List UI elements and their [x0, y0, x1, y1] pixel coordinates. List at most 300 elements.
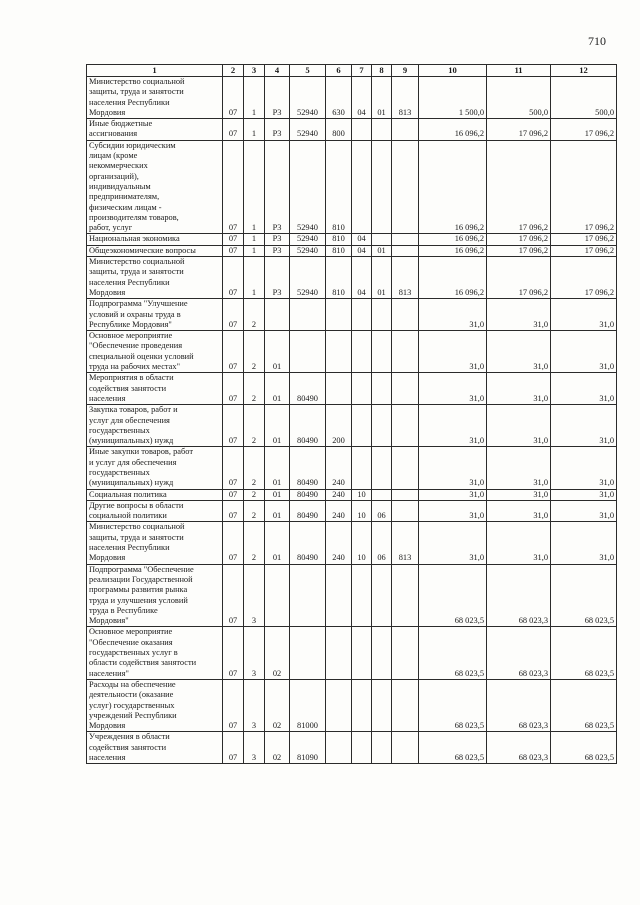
- row-name-cell: [87, 489, 223, 500]
- cell-c6: [326, 627, 352, 679]
- table-row: [87, 447, 617, 489]
- cell-c2: 07: [223, 564, 244, 627]
- row-name-line: организаций),: [89, 171, 139, 181]
- row-name-line: Министерство социальной: [89, 77, 185, 86]
- cell-c5: [290, 331, 326, 373]
- cell-c7: [352, 627, 372, 679]
- cell-c4: [265, 564, 290, 627]
- row-name-line: Подпрограмма "Улучшение: [89, 299, 188, 309]
- table-row: [87, 405, 617, 447]
- row-name-line: физическим лицам -: [89, 202, 162, 212]
- row-name-line: населения Республики: [89, 277, 170, 287]
- cell-c12: 500,0: [551, 77, 617, 119]
- cell-c9: [392, 500, 419, 522]
- table-row: [87, 489, 617, 500]
- cell-c2: 07: [223, 732, 244, 764]
- cell-c3: 1: [244, 257, 265, 299]
- row-name-cell: [87, 500, 223, 522]
- cell-c7: [352, 447, 372, 489]
- column-header: 9: [392, 65, 419, 77]
- cell-c6: [326, 732, 352, 764]
- row-name-line: Иные закупки товаров, работ: [89, 447, 193, 457]
- row-name-cell: [87, 564, 223, 627]
- table-row: [87, 500, 617, 522]
- row-name-line: защиты, труда и занятости: [89, 267, 184, 277]
- row-name-line: лицам (кроме: [89, 151, 138, 161]
- cell-c11: 17 096,2: [487, 245, 551, 256]
- cell-c6: [326, 679, 352, 731]
- row-name-line: Мордовия": [89, 616, 129, 626]
- row-name-line: (муниципальных) нужд: [89, 436, 174, 446]
- cell-c7: [352, 140, 372, 234]
- cell-c8: [372, 405, 392, 447]
- cell-c6: 240: [326, 447, 352, 489]
- column-header: 3: [244, 65, 265, 77]
- cell-c7: [352, 331, 372, 373]
- row-name-line: Социальная политика: [89, 489, 167, 499]
- cell-c3: 2: [244, 373, 265, 405]
- table-body: [87, 77, 617, 764]
- cell-c5: 52940: [290, 245, 326, 256]
- cell-c10: 68 023,5: [419, 732, 487, 764]
- row-name-line: учреждений Республики: [89, 710, 177, 720]
- cell-c2: 07: [223, 373, 244, 405]
- row-name-line: Другие вопросы в области: [89, 500, 184, 510]
- cell-c3: 3: [244, 732, 265, 764]
- cell-c3: 1: [244, 245, 265, 256]
- page-number: 710: [588, 34, 606, 48]
- row-name-line: Мероприятия в области: [89, 373, 174, 383]
- row-name-line: "Обеспечение оказания: [89, 637, 173, 647]
- row-name-line: Министерство социальной: [89, 522, 185, 532]
- cell-c4: Р3: [265, 234, 290, 245]
- cell-c4: 01: [265, 405, 290, 447]
- cell-c3: 3: [244, 679, 265, 731]
- cell-c10: 68 023,5: [419, 627, 487, 679]
- cell-c4: Р3: [265, 140, 290, 234]
- row-name-line: Закупка товаров, работ и: [89, 405, 178, 415]
- cell-c10: 31,0: [419, 405, 487, 447]
- cell-c11: 31,0: [487, 500, 551, 522]
- cell-c9: [392, 732, 419, 764]
- cell-c4: Р3: [265, 77, 290, 119]
- cell-c2: 07: [223, 140, 244, 234]
- table-row: [87, 299, 617, 331]
- cell-c2: 07: [223, 627, 244, 679]
- cell-c4: Р3: [265, 119, 290, 141]
- column-header: 4: [265, 65, 290, 77]
- cell-c11: 500,0: [487, 77, 551, 119]
- row-name-line: деятельности (оказание: [89, 690, 174, 700]
- cell-c6: 800: [326, 119, 352, 141]
- column-header: 7: [352, 65, 372, 77]
- cell-c12: 17 096,2: [551, 245, 617, 256]
- cell-c9: [392, 373, 419, 405]
- row-name-cell: [87, 119, 223, 141]
- cell-c6: [326, 373, 352, 405]
- cell-c5: 52940: [290, 234, 326, 245]
- row-name-line: Подпрограмма "Обеспечение: [89, 564, 194, 574]
- cell-c12: 31,0: [551, 500, 617, 522]
- cell-c9: [392, 627, 419, 679]
- cell-c9: 813: [392, 77, 419, 119]
- cell-c10: 16 096,2: [419, 245, 487, 256]
- cell-c12: 17 096,2: [551, 119, 617, 141]
- row-name-cell: [87, 245, 223, 256]
- cell-c12: 68 023,5: [551, 564, 617, 627]
- row-name-line: некоммерческих: [89, 161, 148, 171]
- cell-c5: 80490: [290, 405, 326, 447]
- cell-c8: [372, 447, 392, 489]
- cell-c10: 31,0: [419, 331, 487, 373]
- cell-c9: [392, 331, 419, 373]
- row-name-line: услуг) государственных: [89, 700, 175, 710]
- cell-c5: 52940: [290, 257, 326, 299]
- cell-c2: 07: [223, 522, 244, 564]
- column-header: 10: [419, 65, 487, 77]
- cell-c11: 68 023,3: [487, 732, 551, 764]
- row-name-line: Основное мероприятие: [89, 331, 173, 341]
- cell-c8: 01: [372, 77, 392, 119]
- column-header: 6: [326, 65, 352, 77]
- cell-c9: [392, 234, 419, 245]
- cell-c10: 16 096,2: [419, 140, 487, 234]
- row-name-line: индивидуальным: [89, 181, 151, 191]
- cell-c9: [392, 140, 419, 234]
- cell-c6: 810: [326, 245, 352, 256]
- cell-c8: [372, 299, 392, 331]
- cell-c4: 02: [265, 732, 290, 764]
- row-name-cell: [87, 299, 223, 331]
- cell-c7: [352, 373, 372, 405]
- table-row: [87, 522, 617, 564]
- cell-c10: 31,0: [419, 522, 487, 564]
- cell-c7: [352, 299, 372, 331]
- row-name-line: работ, услуг: [89, 223, 133, 233]
- row-name-line: Расходы на обеспечение: [89, 679, 176, 689]
- cell-c8: 06: [372, 522, 392, 564]
- row-name-line: Национальная экономика: [89, 234, 180, 244]
- row-name-line: труда в Республике: [89, 605, 158, 615]
- cell-c2: 07: [223, 679, 244, 731]
- cell-c7: 04: [352, 245, 372, 256]
- cell-c8: [372, 373, 392, 405]
- cell-c9: [392, 447, 419, 489]
- cell-c10: 16 096,2: [419, 234, 487, 245]
- cell-c8: 01: [372, 245, 392, 256]
- cell-c12: 31,0: [551, 405, 617, 447]
- cell-c2: 07: [223, 77, 244, 119]
- cell-c3: 1: [244, 119, 265, 141]
- row-name-line: содействия занятости: [89, 742, 167, 752]
- cell-c9: [392, 299, 419, 331]
- row-name-line: Мордовия: [89, 107, 126, 117]
- cell-c9: [392, 119, 419, 141]
- cell-c7: [352, 119, 372, 141]
- cell-c2: 07: [223, 489, 244, 500]
- cell-c2: 07: [223, 500, 244, 522]
- cell-c12: 31,0: [551, 522, 617, 564]
- cell-c12: 17 096,2: [551, 257, 617, 299]
- cell-c11: 31,0: [487, 405, 551, 447]
- row-name-line: населения: [89, 393, 126, 403]
- cell-c5: 52940: [290, 77, 326, 119]
- cell-c3: 2: [244, 447, 265, 489]
- column-header: 1: [87, 65, 223, 77]
- table-row: [87, 140, 617, 234]
- cell-c6: 240: [326, 489, 352, 500]
- cell-c5: 80490: [290, 447, 326, 489]
- cell-c3: 2: [244, 489, 265, 500]
- cell-c11: 31,0: [487, 447, 551, 489]
- row-name-line: государственных услуг в: [89, 648, 178, 658]
- cell-c7: [352, 732, 372, 764]
- cell-c4: 02: [265, 627, 290, 679]
- cell-c4: Р3: [265, 257, 290, 299]
- cell-c2: 07: [223, 331, 244, 373]
- cell-c10: 31,0: [419, 299, 487, 331]
- cell-c11: 31,0: [487, 373, 551, 405]
- cell-c4: 02: [265, 679, 290, 731]
- cell-c2: 07: [223, 257, 244, 299]
- cell-c2: 07: [223, 405, 244, 447]
- cell-c9: 813: [392, 522, 419, 564]
- cell-c10: 31,0: [419, 373, 487, 405]
- cell-c3: 1: [244, 234, 265, 245]
- column-header: 2: [223, 65, 244, 77]
- row-name-line: содействия занятости: [89, 383, 167, 393]
- cell-c3: 2: [244, 331, 265, 373]
- row-name-line: труда на рабочих местах": [89, 362, 181, 372]
- cell-c12: 17 096,2: [551, 234, 617, 245]
- cell-c8: [372, 331, 392, 373]
- cell-c4: 01: [265, 373, 290, 405]
- cell-c5: 81090: [290, 732, 326, 764]
- row-name-cell: [87, 522, 223, 564]
- cell-c8: [372, 140, 392, 234]
- table-row: [87, 373, 617, 405]
- row-name-line: Общеэкономические вопросы: [89, 245, 196, 255]
- row-name-line: ассигнования: [89, 129, 138, 139]
- row-name-line: Учреждения в области: [89, 732, 170, 742]
- cell-c7: [352, 564, 372, 627]
- row-name-line: труда и улучшения условий: [89, 595, 188, 605]
- cell-c7: 04: [352, 234, 372, 245]
- cell-c2: 07: [223, 119, 244, 141]
- column-header: 8: [372, 65, 392, 77]
- cell-c3: 2: [244, 299, 265, 331]
- cell-c4: [265, 299, 290, 331]
- cell-c5: [290, 299, 326, 331]
- cell-c3: 2: [244, 522, 265, 564]
- cell-c7: 04: [352, 77, 372, 119]
- row-name-line: области содействия занятости: [89, 658, 197, 668]
- cell-c9: 813: [392, 257, 419, 299]
- cell-c11: 17 096,2: [487, 257, 551, 299]
- column-header: 11: [487, 65, 551, 77]
- row-name-line: программы развития рынка: [89, 585, 188, 595]
- cell-c8: [372, 564, 392, 627]
- cell-c5: [290, 564, 326, 627]
- cell-c4: Р3: [265, 245, 290, 256]
- row-name-line: населения Республики: [89, 543, 170, 553]
- row-name-line: реализации Государственной: [89, 574, 193, 584]
- table-row: [87, 331, 617, 373]
- cell-c9: [392, 564, 419, 627]
- cell-c8: [372, 627, 392, 679]
- row-name-cell: [87, 77, 223, 119]
- cell-c5: 80490: [290, 522, 326, 564]
- row-name-line: государственных: [89, 467, 150, 477]
- cell-c5: 81000: [290, 679, 326, 731]
- cell-c5: 52940: [290, 140, 326, 234]
- cell-c10: 68 023,5: [419, 564, 487, 627]
- cell-c12: 68 023,5: [551, 679, 617, 731]
- cell-c6: 240: [326, 522, 352, 564]
- row-name-cell: [87, 331, 223, 373]
- header-row: [87, 65, 617, 77]
- cell-c7: 04: [352, 257, 372, 299]
- row-name-line: населения: [89, 753, 126, 762]
- cell-c6: 810: [326, 234, 352, 245]
- cell-c4: 01: [265, 331, 290, 373]
- cell-c10: 16 096,2: [419, 119, 487, 141]
- row-name-line: услуг для обеспечения: [89, 415, 170, 425]
- row-name-cell: [87, 140, 223, 234]
- column-header: 5: [290, 65, 326, 77]
- cell-c11: 17 096,2: [487, 140, 551, 234]
- row-name-line: Республике Мордовия": [89, 319, 172, 329]
- row-name-cell: [87, 679, 223, 731]
- row-name-line: производителям товаров,: [89, 212, 179, 222]
- cell-c6: 810: [326, 140, 352, 234]
- cell-c6: [326, 299, 352, 331]
- row-name-line: защиты, труда и занятости: [89, 532, 184, 542]
- cell-c2: 07: [223, 245, 244, 256]
- cell-c6: [326, 564, 352, 627]
- table-row: [87, 234, 617, 245]
- cell-c3: 2: [244, 500, 265, 522]
- cell-c11: 31,0: [487, 299, 551, 331]
- cell-c4: 01: [265, 447, 290, 489]
- cell-c12: 68 023,5: [551, 627, 617, 679]
- row-name-line: и услуг для обеспечения: [89, 457, 177, 467]
- cell-c10: 31,0: [419, 447, 487, 489]
- cell-c9: [392, 245, 419, 256]
- cell-c6: 810: [326, 257, 352, 299]
- cell-c8: 06: [372, 500, 392, 522]
- row-name-cell: [87, 447, 223, 489]
- row-name-line: защиты, труда и занятости: [89, 87, 184, 97]
- cell-c5: 80490: [290, 500, 326, 522]
- row-name-cell: [87, 234, 223, 245]
- cell-c11: 17 096,2: [487, 234, 551, 245]
- cell-c7: [352, 405, 372, 447]
- cell-c11: 31,0: [487, 522, 551, 564]
- row-name-line: государственных: [89, 425, 150, 435]
- cell-c3: 2: [244, 405, 265, 447]
- table-row: [87, 732, 617, 764]
- cell-c10: 31,0: [419, 489, 487, 500]
- cell-c3: 1: [244, 140, 265, 234]
- cell-c6: [326, 331, 352, 373]
- row-name-line: предпринимателям,: [89, 192, 160, 202]
- cell-c5: 80490: [290, 373, 326, 405]
- table-row: [87, 679, 617, 731]
- cell-c2: 07: [223, 299, 244, 331]
- cell-c12: 31,0: [551, 373, 617, 405]
- cell-c3: 1: [244, 77, 265, 119]
- row-name-line: Субсидии юридическим: [89, 140, 176, 150]
- table-row: [87, 564, 617, 627]
- table-row: [87, 245, 617, 256]
- cell-c3: 3: [244, 627, 265, 679]
- table-row: [87, 257, 617, 299]
- cell-c10: 31,0: [419, 500, 487, 522]
- cell-c5: [290, 627, 326, 679]
- row-name-line: Министерство социальной: [89, 257, 185, 267]
- column-header: 12: [551, 65, 617, 77]
- cell-c11: 17 096,2: [487, 119, 551, 141]
- cell-c9: [392, 489, 419, 500]
- cell-c7: 10: [352, 489, 372, 500]
- cell-c2: 07: [223, 447, 244, 489]
- cell-c8: [372, 234, 392, 245]
- cell-c6: 630: [326, 77, 352, 119]
- row-name-line: социальной политики: [89, 511, 167, 521]
- cell-c7: 10: [352, 522, 372, 564]
- row-name-line: населения": [89, 668, 129, 678]
- cell-c8: [372, 732, 392, 764]
- cell-c11: 68 023,3: [487, 679, 551, 731]
- cell-c12: 31,0: [551, 489, 617, 500]
- cell-c12: 31,0: [551, 331, 617, 373]
- cell-c4: 01: [265, 500, 290, 522]
- cell-c11: 68 023,3: [487, 564, 551, 627]
- row-name-line: условий и охраны труда в: [89, 309, 181, 319]
- cell-c11: 31,0: [487, 331, 551, 373]
- row-name-line: Мордовия: [89, 553, 126, 563]
- cell-c10: 1 500,0: [419, 77, 487, 119]
- cell-c9: [392, 679, 419, 731]
- cell-c9: [392, 405, 419, 447]
- cell-c8: 01: [372, 257, 392, 299]
- table-row: [87, 627, 617, 679]
- row-name-line: Иные бюджетные: [89, 119, 153, 129]
- row-name-line: Основное мероприятие: [89, 627, 173, 637]
- cell-c7: 10: [352, 500, 372, 522]
- row-name-line: Мордовия: [89, 721, 126, 731]
- budget-table: [86, 64, 617, 764]
- cell-c12: 31,0: [551, 447, 617, 489]
- row-name-cell: [87, 373, 223, 405]
- row-name-cell: [87, 732, 223, 764]
- cell-c12: 17 096,2: [551, 140, 617, 234]
- cell-c5: 80490: [290, 489, 326, 500]
- row-name-line: (муниципальных) нужд: [89, 478, 174, 488]
- cell-c4: 01: [265, 522, 290, 564]
- cell-c10: 16 096,2: [419, 257, 487, 299]
- cell-c8: [372, 489, 392, 500]
- cell-c12: 31,0: [551, 299, 617, 331]
- cell-c4: 01: [265, 489, 290, 500]
- row-name-cell: [87, 627, 223, 679]
- cell-c8: [372, 679, 392, 731]
- table-row: [87, 119, 617, 141]
- cell-c5: 52940: [290, 119, 326, 141]
- cell-c8: [372, 119, 392, 141]
- cell-c2: 07: [223, 234, 244, 245]
